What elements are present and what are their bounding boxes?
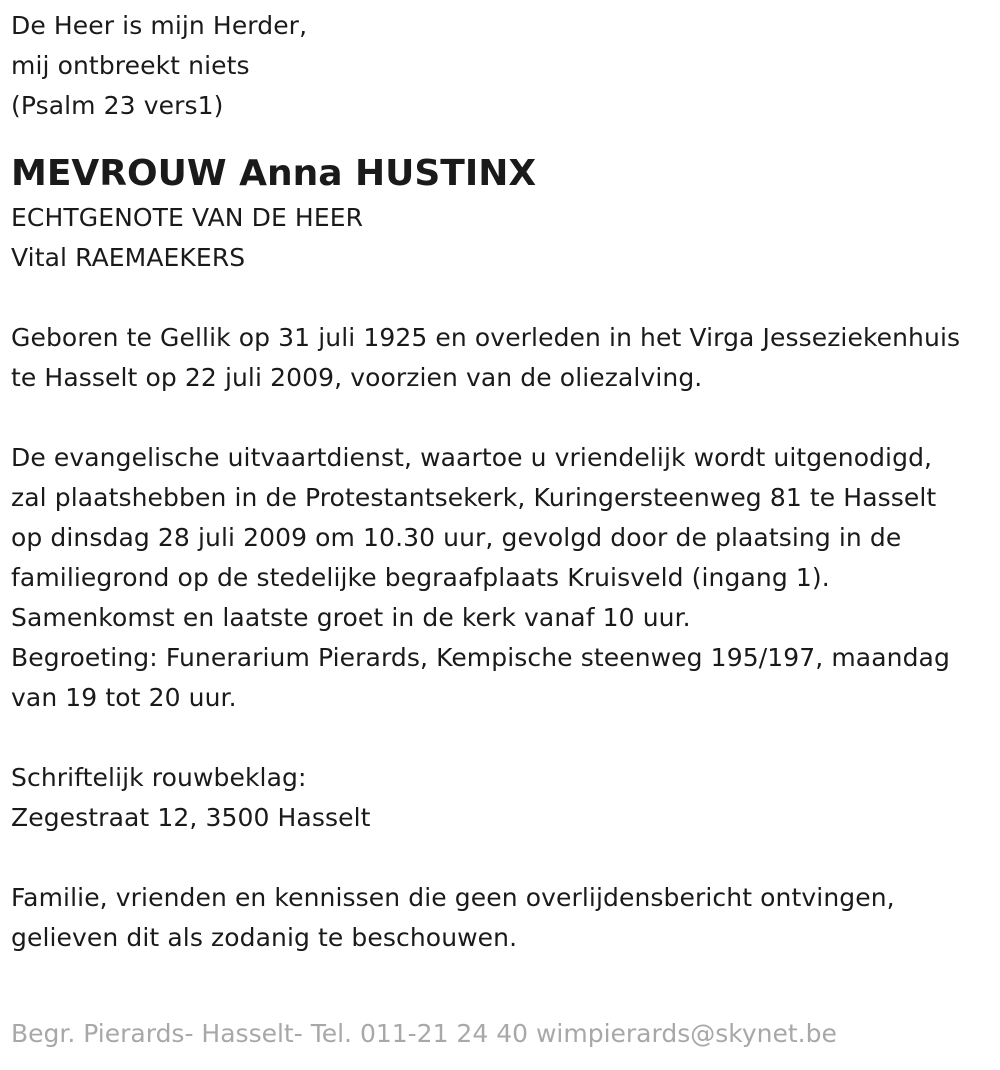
service-line-5: Samenkomst en laatste groet in de kerk vanaf 10 uur. <box>11 603 691 632</box>
notice-paragraph <box>11 878 996 958</box>
birth-death-paragraph <box>11 318 996 398</box>
condolence-paragraph <box>11 758 996 838</box>
condolence-label: Schriftelijk rouwbeklag: <box>11 763 307 792</box>
service-line-6: Begroeting: Funerarium Pierards, Kempische steenweg 195/197, maandag <box>11 643 950 672</box>
service-line-4: familiegrond op de stedelijke begraafplaats Kruisveld (ingang 1). <box>11 563 830 592</box>
condolence-address: Zegestraat 12, 3500 Hasselt <box>11 803 371 832</box>
psalm-verse <box>11 6 996 126</box>
obituary-notice <box>11 0 996 958</box>
service-line-2: zal plaatshebben in de Protestantsekerk, Kuringersteenweg 81 te Hasselt <box>11 483 937 512</box>
funeral-home-footer: Begr. Pierards- Hasselt- Tel. 011-21 24 40 wimpierards@skynet.be <box>11 1019 837 1048</box>
service-line-7: van 19 tot 20 uur. <box>11 683 237 712</box>
verse-line-2: mij ontbreekt niets <box>11 51 250 80</box>
relation-line-1: ECHTGENOTE VAN DE HEER <box>11 203 364 232</box>
birth-death-line-2: te Hasselt op 22 juli 2009, voorzien van de oliezalving. <box>11 363 703 392</box>
service-paragraph <box>11 438 996 718</box>
verse-reference: (Psalm 23 vers1) <box>11 91 224 120</box>
notice-line-2: gelieven dit als zodanig te beschouwen. <box>11 923 518 952</box>
deceased-name: MEVROUW Anna HUSTINX <box>11 153 537 194</box>
relation-line-2: Vital RAEMAEKERS <box>11 243 246 272</box>
verse-line-1: De Heer is mijn Herder, <box>11 11 308 40</box>
notice-line-1: Familie, vrienden en kennissen die geen overlijdensbericht ontvingen, <box>11 883 895 912</box>
birth-death-line-1: Geboren te Gellik op 31 juli 1925 en overleden in het Virga Jesseziekenhuis <box>11 323 961 352</box>
service-line-3: op dinsdag 28 juli 2009 om 10.30 uur, gevolgd door de plaatsing in de <box>11 523 902 552</box>
deceased-block <box>11 150 996 278</box>
service-line-1: De evangelische uitvaartdienst, waartoe u vriendelijk wordt uitgenodigd, <box>11 443 933 472</box>
